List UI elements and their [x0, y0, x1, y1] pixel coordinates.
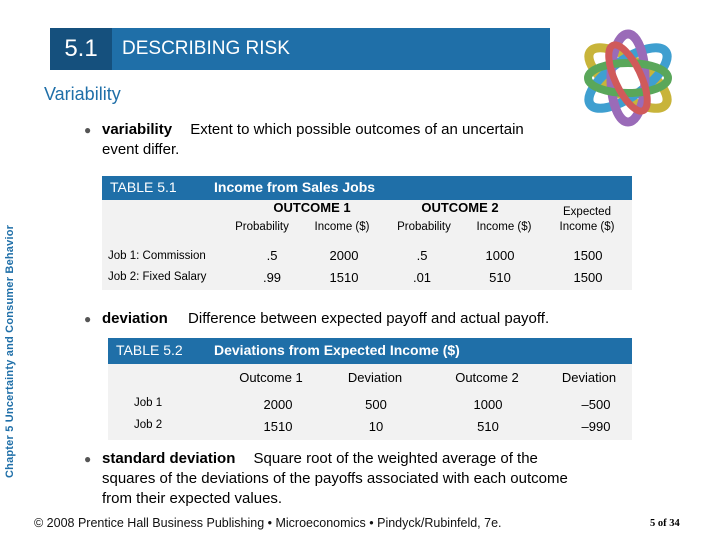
chapter-side-label: Chapter 5 Uncertainty and Consumer Behavior	[4, 224, 16, 478]
table-title: Deviations from Expected Income ($)	[214, 342, 460, 358]
table-number: TABLE 5.1	[110, 179, 177, 195]
table-5-1-body	[102, 200, 632, 290]
bullet-icon: ●	[84, 123, 92, 137]
interlocking-rings-icon	[572, 22, 684, 134]
term-variability: variability	[102, 121, 173, 138]
bullet-deviation	[84, 309, 604, 329]
col-header-deviation-1: Deviation	[347, 370, 403, 385]
subtitle: Variability	[44, 84, 121, 104]
col-header-expected-line2: Income ($)	[559, 221, 615, 233]
table-cell: 2000	[263, 397, 293, 412]
table-cell: 10	[368, 419, 384, 434]
table-row-label: Job 1	[134, 397, 163, 409]
col-header-income-1: Income ($)	[314, 221, 370, 233]
table-cell: .5	[416, 248, 428, 263]
page-number: 5 of 34	[650, 518, 680, 529]
bullet-standard-deviation	[84, 449, 624, 509]
table-row-label: Job 2	[134, 419, 163, 431]
table-cell: 500	[365, 397, 387, 412]
definition-variability-line2: event differ.	[102, 141, 180, 158]
table-cell: 1510	[329, 270, 359, 285]
col-header-expected-line1: Expected	[563, 206, 611, 218]
col-header-outcome-2: Outcome 2	[455, 370, 519, 385]
table-cell: 510	[489, 270, 511, 285]
table-cell: –500	[581, 397, 611, 412]
table-title: Income from Sales Jobs	[214, 179, 376, 195]
bullet-variability	[84, 120, 564, 160]
table-cell: 1500	[573, 270, 603, 285]
col-header-outcome-1: Outcome 1	[239, 370, 303, 385]
definition-std-line3: from their expected values.	[102, 490, 283, 507]
table-5-2-body	[108, 364, 632, 440]
table-cell: .99	[262, 270, 282, 285]
table-cell: 1510	[263, 419, 293, 434]
footer-copyright: © 2008 Prentice Hall Business Publishing • Microeconomics • Pindyck/Rubinfeld, 7e.	[34, 516, 502, 530]
table-cell: .5	[266, 248, 278, 263]
table-row-label: Job 2: Fixed Salary	[108, 271, 207, 283]
table-5-1-header	[102, 176, 632, 200]
table-cell: .01	[412, 270, 432, 285]
table-number: TABLE 5.2	[116, 342, 183, 358]
section-number: 5.1	[50, 28, 112, 70]
bullet-icon: ●	[84, 452, 92, 466]
table-cell: 1000	[473, 397, 503, 412]
definition-std-line2: squares of the deviations of the payoffs associated with each outcome	[102, 470, 568, 487]
col-header-deviation-2: Deviation	[561, 370, 617, 385]
table-5-2-header	[108, 338, 632, 364]
table-cell: –990	[581, 419, 611, 434]
term-standard-deviation: standard deviation	[102, 450, 236, 467]
col-header-probability-2: Probability	[397, 221, 451, 233]
col-header-income-2: Income ($)	[476, 221, 532, 233]
table-cell: 1500	[573, 248, 603, 263]
section-title: DESCRIBING RISK	[122, 38, 290, 59]
table-cell: 2000	[329, 248, 359, 263]
term-deviation: deviation	[102, 310, 168, 327]
definition-std-line1: Square root of the weighted average of the	[253, 450, 538, 467]
definition-deviation: Difference between expected payoff and actual payoff.	[188, 310, 550, 327]
group-header-outcome-2: OUTCOME 2	[421, 200, 499, 215]
table-cell: 1000	[485, 248, 515, 263]
col-header-probability-1: Probability	[235, 221, 289, 233]
bullet-icon: ●	[84, 312, 92, 326]
table-row-label: Job 1: Commission	[108, 250, 206, 262]
definition-variability-line1: Extent to which possible outcomes of an uncertain	[190, 121, 524, 138]
table-cell: 510	[477, 419, 499, 434]
group-header-outcome-1: OUTCOME 1	[273, 200, 351, 215]
